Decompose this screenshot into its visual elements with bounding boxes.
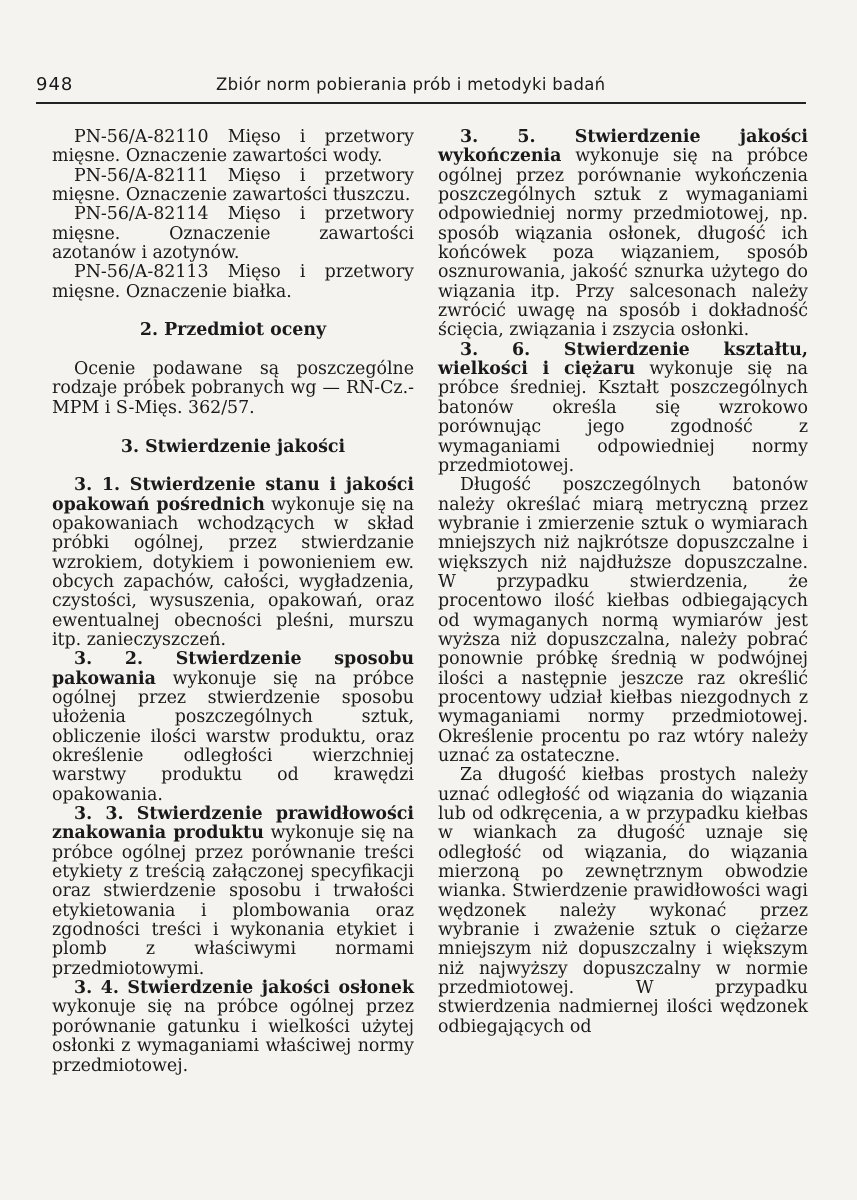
subsection-title: 3. 3. Stwierdzenie prawidłowości znakowania produktu [52,804,414,844]
subsection-3-2 [52,650,414,805]
paragraph-measure: Za długość kiełbas prostych należy uznać odległość od wiązania do wiązania lub od odkręcenia, a w przypadku kiełbas w wiankach za długość uznaje się odległość od wiązania, do wiązania mierzoną po zewnętrznym obwodzie wianka. Stwierdzenie prawidłowości wagi wędzonek należy wykonać przez wybranie i zważenie sztuk o ciężarze mniejszym niż dopuszczalny i większym niż najwyższy dopuszczalny w normie przedmiotowej. W przypadku stwierdzenia nadmiernej ilości wędzonek odbiegających od [438,765,808,1037]
subsection-3-6 [438,341,808,476]
standard-ref: PN-56/A-82110 Mięso i przetwory mięsne. Oznaczenie zawartości wody. [52,127,414,167]
subsection-title: 3. 4. Stwierdzenie jakości osłonek [74,978,414,999]
paragraph-length: Długość poszczególnych batonów należy określać miarą metryczną przez wybranie i zmierzenie sztuk o wymiarach mniejszych niż najkrótsze dopuszczalne i większych niż najdłuższe dopuszczalne. W przypadku stwierdzenia, że procentowo ilość kiełbas odbiegających od wymaganych normą wymiarów jest wyższa niż dopuszczalna, należy pobrać ponownie próbkę średnią w podwójnej ilości a następnie jeszcze raz określić procentowy udział kiełbas niezgodnych z wymaganiami normy przedmiotowej. Określenie procentu po raz wtóry należy uznać za ostateczne. [438,475,808,766]
section-heading: 3. Stwierdzenie jakości [120,436,346,457]
subsection-3-4 [52,979,414,1076]
subsection-text: wykonuje się na opakowaniach wchodzących w skład próbki ogólnej, przez stwierdzanie wzrokiem, dotykiem i powonieniem ew. obcych zapachów, całości, wygładzenia, czystości, wysuszenia, opakowań, oraz ewentualnej obecności pleśni, murszu itp. zanieczyszczeń. [52,494,414,650]
subsection-text: wykonuje się na próbce ogólnej przez porównanie treści etykiety z treścią załączonej specyfikacji oraz stwierdzenie sposobu i trwałości etykietowania i plombowania oraz zgodności treści i wykonania etykiet i plomb z właściwymi normami przedmiotowymi. [52,823,414,979]
subsection-text: wykonuje się na próbce ogólnej przez stwierdzenie sposobu ułożenia poszczególnych sztuk, obliczenie ilości warstw produktu, oraz określenie odległości wierzchniej warstwy produktu od krawędzi opakowania. [52,668,414,805]
running-title: Zbiór norm pobierania prób i metodyki badań [216,75,606,94]
subsection-text: wykonuje się na próbce ogólnej przez porównanie wykończenia poszczególnych sztuk z wymaganiami odpowiedniej normy przedmiotowej, np. sposób wiązania osłonek, długość ich końcówek poza wiązaniem, sposób osznurowania, jakość sznurka użytego do wiązania itp. Przy salcesonach należy zwrócić uwagę na sposób i dokładność ścięcia, związania i zszycia osłonki. [438,146,808,341]
section-heading: 2. Przedmiot oceny [139,320,327,341]
subsection-text: wykonuje się na próbce ogólnej przez porównanie gatunku i wielkości użytej osłonki z wymaganiami właściwej normy przedmiotowej. [52,997,414,1076]
subsection-3-3 [52,805,414,979]
left-column [52,128,414,1076]
right-column [438,128,808,1037]
page-number: 948 [36,74,74,95]
section-text: Ocenie podawane są poszczególne rodzaje próbek pobranych wg — RN-Cz.-MPM i S-Mięs. 362/57. [52,359,414,418]
standard-ref: PN-56/A-82114 Mięso i przetwory mięsne. Oznaczenie zawartości azotanów i azotynów. [52,204,414,264]
running-header [36,74,806,104]
subsection-3-1 [52,476,414,650]
standard-ref: PN-56/A-82113 Mięso i przetwory mięsne. Oznaczenie białka. [52,262,414,302]
subsection-3-5 [438,128,808,341]
standard-ref: PN-56/A-82111 Mięso i przetwory mięsne. Oznaczenie zawartości tłuszczu. [52,165,414,206]
subsection-text: wykonuje się na próbce średniej. Kształt poszczególnych batonów określa się wzrokowo porównując jego zgodność z wymaganiami odpowiedniej normy przedmiotowej. [438,359,809,476]
subsection-title: 3. 1. Stwierdzenie stanu i jakości opakowań pośrednich [52,475,414,515]
subsection-title: 3. 6. Stwierdzenie kształtu, wielkości i ciężaru [438,339,808,380]
subsection-title: 3. 5. Stwierdzenie jakości wykończenia [438,127,808,167]
subsection-title: 3. 2. Stwierdzenie sposobu pakowania [52,649,414,689]
